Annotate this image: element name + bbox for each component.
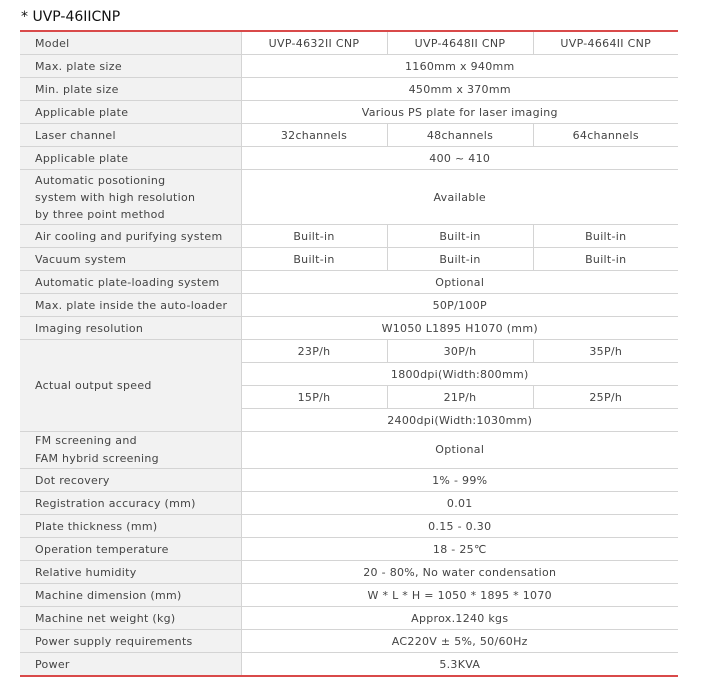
table-row — [20, 225, 678, 248]
table-row — [20, 653, 678, 677]
row-value: 15P/h — [241, 386, 387, 409]
spec-table — [20, 30, 678, 677]
row-value: Approx.1240 kgs — [241, 607, 678, 630]
row-value: 30P/h — [387, 340, 533, 363]
row-value: Optional — [241, 271, 678, 294]
row-label: Power supply requirements — [20, 630, 241, 653]
table-row — [20, 340, 678, 363]
table-row — [20, 607, 678, 630]
row-value: Built-in — [533, 225, 678, 248]
table-row — [20, 584, 678, 607]
row-value: 18 - 25℃ — [241, 538, 678, 561]
table-row — [20, 147, 678, 170]
row-label: Registration accuracy (mm) — [20, 492, 241, 515]
model-header: UVP-4648II CNP — [387, 31, 533, 55]
row-label: Plate thickness (mm) — [20, 515, 241, 538]
row-value: 48channels — [387, 124, 533, 147]
row-value: 5.3KVA — [241, 653, 678, 677]
row-label-line: by three point method — [35, 207, 165, 221]
row-value: 2400dpi(Width:1030mm) — [241, 409, 678, 432]
row-label: Applicable plate — [20, 147, 241, 170]
row-label: Actual output speed — [20, 340, 241, 432]
row-label: Max. plate inside the auto-loader — [20, 294, 241, 317]
row-label-line: FAM hybrid screening — [35, 452, 159, 465]
row-value: 23P/h — [241, 340, 387, 363]
row-value: 21P/h — [387, 386, 533, 409]
row-label-line: FM screening and — [35, 434, 137, 447]
row-label-line: system with high resolution — [35, 190, 196, 204]
row-value: 1160mm x 940mm — [241, 55, 678, 78]
row-value: Built-in — [241, 248, 387, 271]
table-row — [20, 538, 678, 561]
row-label: Model — [20, 31, 241, 55]
row-value: 1% - 99% — [241, 469, 678, 492]
row-label: Imaging resolution — [20, 317, 241, 340]
row-value: 0.01 — [241, 492, 678, 515]
table-row — [20, 124, 678, 147]
row-label: Laser channel — [20, 124, 241, 147]
row-value: W1050 L1895 H1070 (mm) — [241, 317, 678, 340]
table-row — [20, 469, 678, 492]
row-label: Relative humidity — [20, 561, 241, 584]
row-value: 25P/h — [533, 386, 678, 409]
table-row — [20, 170, 678, 225]
row-label: Vacuum system — [20, 248, 241, 271]
page-title: * UVP-46IICNP — [21, 9, 121, 25]
table-row — [20, 248, 678, 271]
row-value: W * L * H = 1050 * 1895 * 1070 — [241, 584, 678, 607]
row-value: Optional — [241, 432, 678, 469]
row-value: AC220V ± 5%, 50/60Hz — [241, 630, 678, 653]
row-value: 20 - 80%, No water condensation — [241, 561, 678, 584]
row-value: 32channels — [241, 124, 387, 147]
row-value: Built-in — [387, 225, 533, 248]
row-value: Built-in — [387, 248, 533, 271]
table-row — [20, 432, 678, 469]
row-value: 35P/h — [533, 340, 678, 363]
row-value: 450mm x 370mm — [241, 78, 678, 101]
row-value: 50P/100P — [241, 294, 678, 317]
row-label: Automatic plate-loading system — [20, 271, 241, 294]
table-row — [20, 78, 678, 101]
row-label — [20, 170, 241, 225]
table-row — [20, 271, 678, 294]
table-row — [20, 55, 678, 78]
row-value: 400 ~ 410 — [241, 147, 678, 170]
row-label: Machine net weight (kg) — [20, 607, 241, 630]
row-label: Power — [20, 653, 241, 677]
model-header: UVP-4632II CNP — [241, 31, 387, 55]
row-value: Various PS plate for laser imaging — [241, 101, 678, 124]
row-value: Built-in — [241, 225, 387, 248]
row-value: 64channels — [533, 124, 678, 147]
row-label: Dot recovery — [20, 469, 241, 492]
table-row — [20, 317, 678, 340]
row-label: Applicable plate — [20, 101, 241, 124]
table-row — [20, 101, 678, 124]
row-label: Operation temperature — [20, 538, 241, 561]
row-value: 1800dpi(Width:800mm) — [241, 363, 678, 386]
row-value: Available — [241, 170, 678, 225]
row-label: Machine dimension (mm) — [20, 584, 241, 607]
row-label: Max. plate size — [20, 55, 241, 78]
row-value: Built-in — [533, 248, 678, 271]
row-label-line: Automatic posotioning — [35, 173, 166, 187]
model-header: UVP-4664II CNP — [533, 31, 678, 55]
table-row — [20, 294, 678, 317]
table-row — [20, 515, 678, 538]
table-header-row — [20, 31, 678, 55]
table-row — [20, 561, 678, 584]
row-label: Min. plate size — [20, 78, 241, 101]
table-row — [20, 630, 678, 653]
row-value: 0.15 - 0.30 — [241, 515, 678, 538]
row-label — [20, 432, 241, 469]
row-label: Air cooling and purifying system — [20, 225, 241, 248]
table-row — [20, 492, 678, 515]
